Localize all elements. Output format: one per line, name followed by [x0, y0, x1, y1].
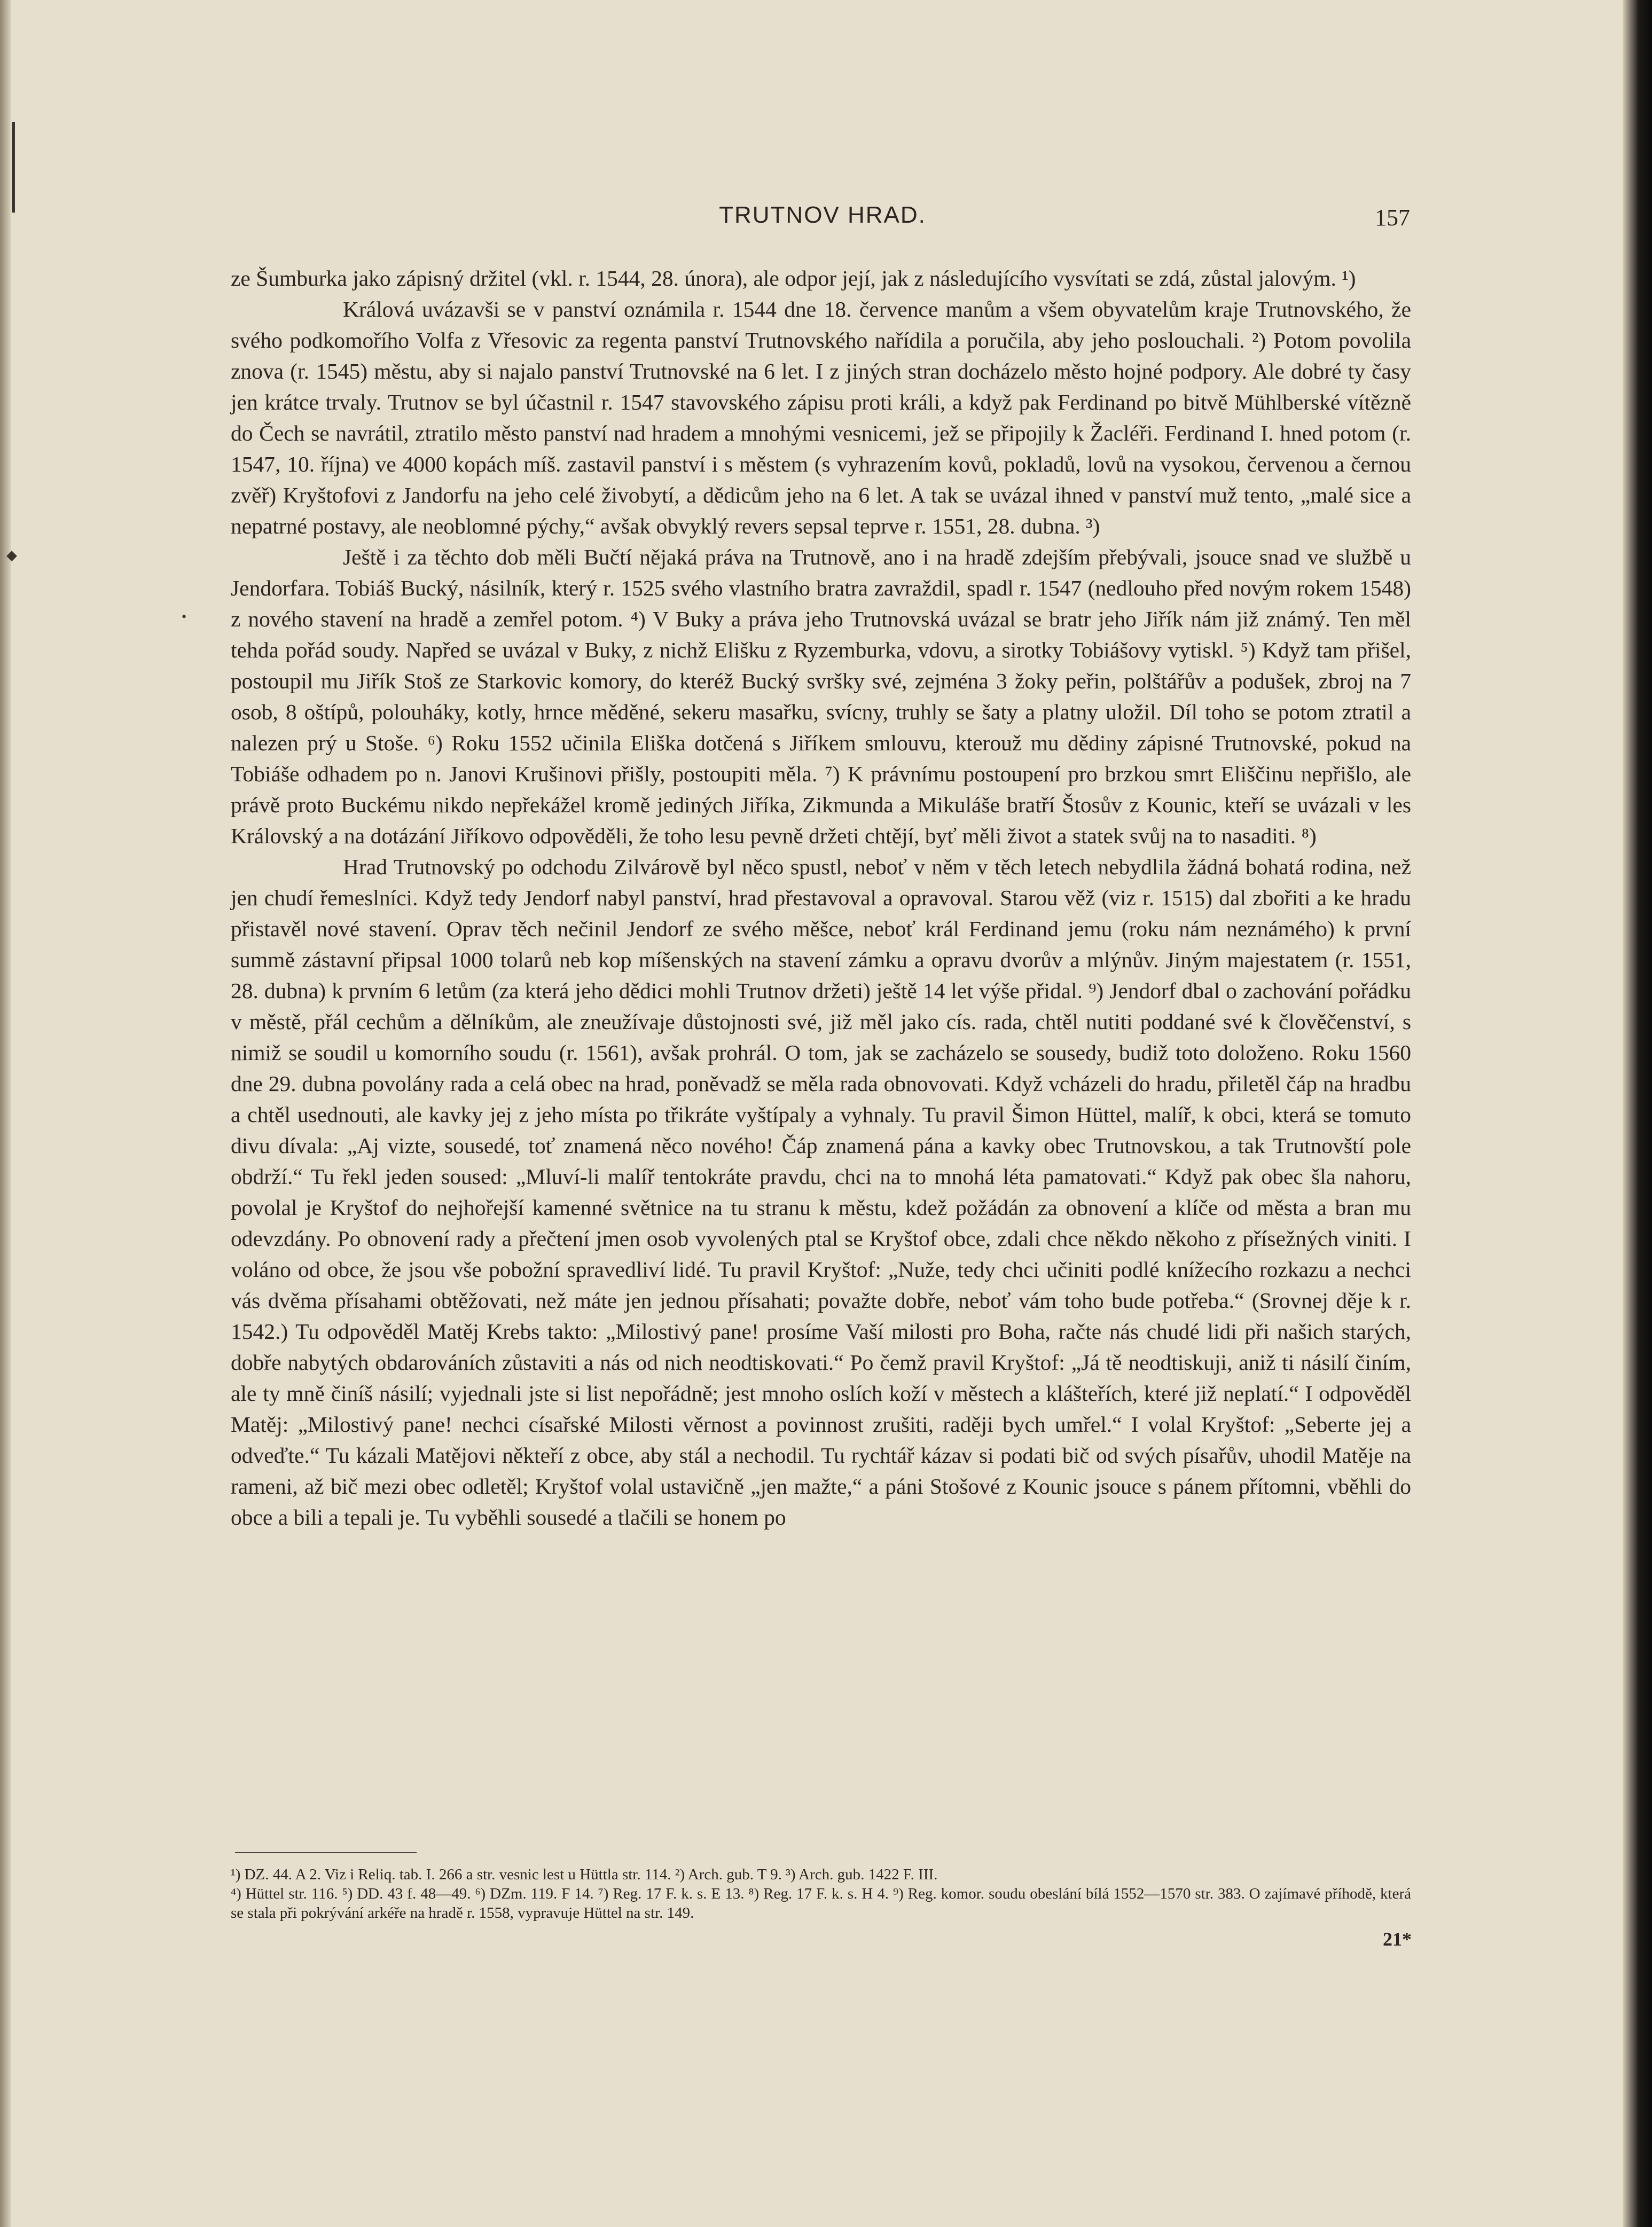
signature-mark: 21*: [1383, 1928, 1412, 1950]
paragraph: ze Šumburka jako zápisný držitel (vkl. r. 1544, 28. února), ale odpor její, jak z následujícího vysvítati se zdá, zůstal jalovým. ¹): [231, 266, 1356, 291]
page-edge-left: [0, 0, 11, 2227]
footnote-line: ⁴) Hüttel str. 116. ⁵) DD. 43 f. 48—49. ⁶) DZm. 119. F 14. ⁷) Reg. 17 F. k. s. E 13. ⁸) Reg. 17 F. k. s. H 4. ⁹) Reg. komor. soudu obeslání bílá 1552—1570 str. 383. O zajímavé příhodě, která se stala při pokrývání arkéře na hradě r. 1558, vypravuje Hüttel na str. 149.: [231, 1885, 1411, 1922]
margin-dot: •: [182, 609, 187, 624]
page-number: 157: [1375, 205, 1410, 231]
paragraph: Hrad Trutnovský po odchodu Zilvárově byl něco spustl, neboť v něm v těch letech nebydlila žádná bohatá rodina, než jen chudí řemeslníci. Když tedy Jendorf nabyl panství, hrad přestavoval a opravoval. Starou věž (viz r. 1515) dal zbořiti a ke hradu přistavěl nové stavení. Oprav těch nečinil Jendorf ze svého měšce, neboť král Ferdinand jemu (roku nám neznámého) k první summě zástavní připsal 1000 tolarů neb kop míšenských na stavení zámku a opravu dvorův a mlýnův. Jiným majestatem (r. 1551, 28. dubna) k prvním 6 letům (za která jeho dědici mohli Trutnov držeti) ještě 14 let výše přidal. ⁹) Jendorf dbal o zachování pořádku v městě, přál cechům a dělníkům, ale zneužívaje důstojnosti své, již měl jako cís. rada, chtěl nutiti poddané své k člověčenství, s nimiž se soudil u komorního soudu (r. 1561), avšak prohrál. O tom, jak se zacházelo se sousedy, budiž toto doloženo. Roku 1560 dne 29. dubna povolány rada a celá obec na hrad, poněvadž se měla rada obnovovati. Když vcházeli do hradu, přiletěl čáp na hradbu a chtěl usednouti, ale kavky jej z jeho místa po třikráte vyštípaly a vyhnaly. Tu pravil Šimon Hüttel, malíř, k obci, která se tomuto divu dívala: „Aj vizte, sousedé, toť znamená něco nového! Čáp znamená pána a kavky obec Trutnovskou, a tak Trutnovští pole obdrží.“ Tu řekl jeden soused: „Mluví-li malíř tentokráte pravdu, chci na to mnohá léta pamatovati.“ Když pak obec šla nahoru, povolal je Kryštof do nejhořejší kamenné světnice na tu stranu k městu, kdež požádán za obnovení a klíče od města a bran mu odevzdány. Po obnovení rady a přečtení jmen osob vyvolených ptal se Kryštof obce, zdali chce někdo někoho z přísežných viniti. I voláno od obce, že jsou vše pobožní spravedliví lidé. Tu pravil Kryštof: „Nuže, tedy chci učiniti podlé knížecího rozkazu a nechci vás dvěma přísahami obtěžovati, než máte jen jednou přísahati; považte dobře, neboť vám toho bude potřeba.“ (Srovnej děje k r. 1542.) Tu odpověděl Matěj Krebs takto: „Milostivý pane! prosíme Vaší milosti pro Boha, račte nás chudé lidi při našich starých, dobře nabytých obdarováních zůstaviti a nás od nich neodtiskovati.“ Po čemž pravil Kryštof: „Já tě neodtiskuji, aniž ti násilí činím, ale ty mně činíš násilí; vyjednali jste si list nepořádně; jest mnoho oslích koží v městech a klášteřích, které již neplatí.“ I odpověděl Matěj: „Milostivý pane! nechci císařské Milosti věrnost a povinnost zrušiti, raději bych umřel.“ I volal Kryštof: „Seberte jej a odveďte.“ Tu kázali Matějovi někteří z obce, aby stál a nechodil. Tu rychtář kázav si podati bič od svých písařův, uhodil Matěje na rameni, až bič mezi obec odletěl; Kryštof volal ustavičně „jen mažte,“ a páni Stošové z Kounic jsouce s pánem přítomni, vběhli do obce a bili a tepali je. Tu vyběhli sousedé a tlačili se honem po: [231, 854, 1411, 1530]
running-title: TRUTNOV HRAD.: [719, 202, 926, 228]
margin-mark: [12, 122, 15, 213]
page-edge-right: [1623, 0, 1652, 2227]
footnote-line: ¹) DZ. 44. A 2. Viz i Reliq. tab. I. 266 a str. vesnic lest u Hüttla str. 114. ²) Arch. gub. T 9. ³) Arch. gub. 1422 F. III.: [231, 1866, 938, 1883]
footnote-divider: [235, 1852, 417, 1853]
paragraph: Králová uvázavši se v panství oznámila r. 1544 dne 18. července manům a všem obyvatelům kraje Trutnovského, že svého podkomořího Volfa z Vřesovic za regenta panství Trutnovského nařídila a poručila, aby jeho poslouchali. ²) Potom povolila znova (r. 1545) městu, aby si najalo panství Trutnovské na 6 let. I z jiných stran docházelo město hojné podpory. Ale dobré ty časy jen krátce trvaly. Trutnov se byl účastnil r. 1547 stavovského zápisu proti králi, a když pak Ferdinand po bitvě Mühlberské vítězně do Čech se navrátil, ztratilo město panství nad hradem a mnohými vesnicemi, jež se připojily k Žacléři. Ferdinand I. hned potom (r. 1547, 10. října) ve 4000 kopách míš. zastavil panství i s městem (s vyhrazením kovů, pokladů, lovů na vysokou, červenou a černou zvěř) Kryštofovi z Jandorfu na jeho celé živobytí, a dědicům jeho na 6 let. A tak se uvázal ihned v panství muž tento, „malé sice a nepatrné postavy, ale neoblomné pýchy,“ avšak obvyklý revers sepsal teprve r. 1551, 28. dubna. ³): [231, 297, 1411, 538]
footnotes: [231, 1865, 1411, 1923]
margin-dot: ◆: [6, 547, 17, 563]
main-text: [231, 263, 1411, 1533]
paragraph: Ještě i za těchto dob měli Bučtí nějaká práva na Trutnově, ano i na hradě zdejším přebývali, jsouce snad ve službě u Jendorfara. Tobiáš Bucký, násilník, který r. 1525 svého vlastního bratra zavraždil, spadl r. 1547 (nedlouho před novým rokem 1548) z nového stavení na hradě a zemřel potom. ⁴) V Buky a práva jeho Trutnovská uvázal se bratr jeho Jiřík nám již známý. Ten měl tehda pořád soudy. Napřed se uvázal v Buky, z nichž Elišku z Ryzemburka, vdovu, a sirotky Tobiášovy vytiskl. ⁵) Když tam přišel, postoupil mu Jiřík Stoš ze Starkovic komory, do kteréž Bucký svršky své, zejména 3 žoky peřin, polštářův a podušek, zbroj na 7 osob, 8 oštípů, polouháky, kotly, hrnce měděné, sekeru masařku, svícny, truhly se šaty a platny uložil. Díl toho se potom ztratil a nalezen prý u Stoše. ⁶) Roku 1552 učinila Eliška dotčená s Jiříkem smlouvu, kterouž mu dědiny zápisné Trutnovské, pokud na Tobiáše odhadem po n. Janovi Krušinovi přišly, postoupiti měla. ⁷) K právnímu postoupení pro brzkou smrt Eliščinu nepřišlo, ale právě proto Buckému nikdo nepřekážel kromě jediných Jiříka, Zikmunda a Mikuláše bratří Štosův z Kounic, kteří se uvázali v les Královský a na dotázání Jiříkovo odpověděli, že toho lesu pevně držeti chtějí, byť měli život a statek svůj na to nasaditi. ⁸): [231, 545, 1411, 848]
page-header: [235, 202, 1410, 239]
